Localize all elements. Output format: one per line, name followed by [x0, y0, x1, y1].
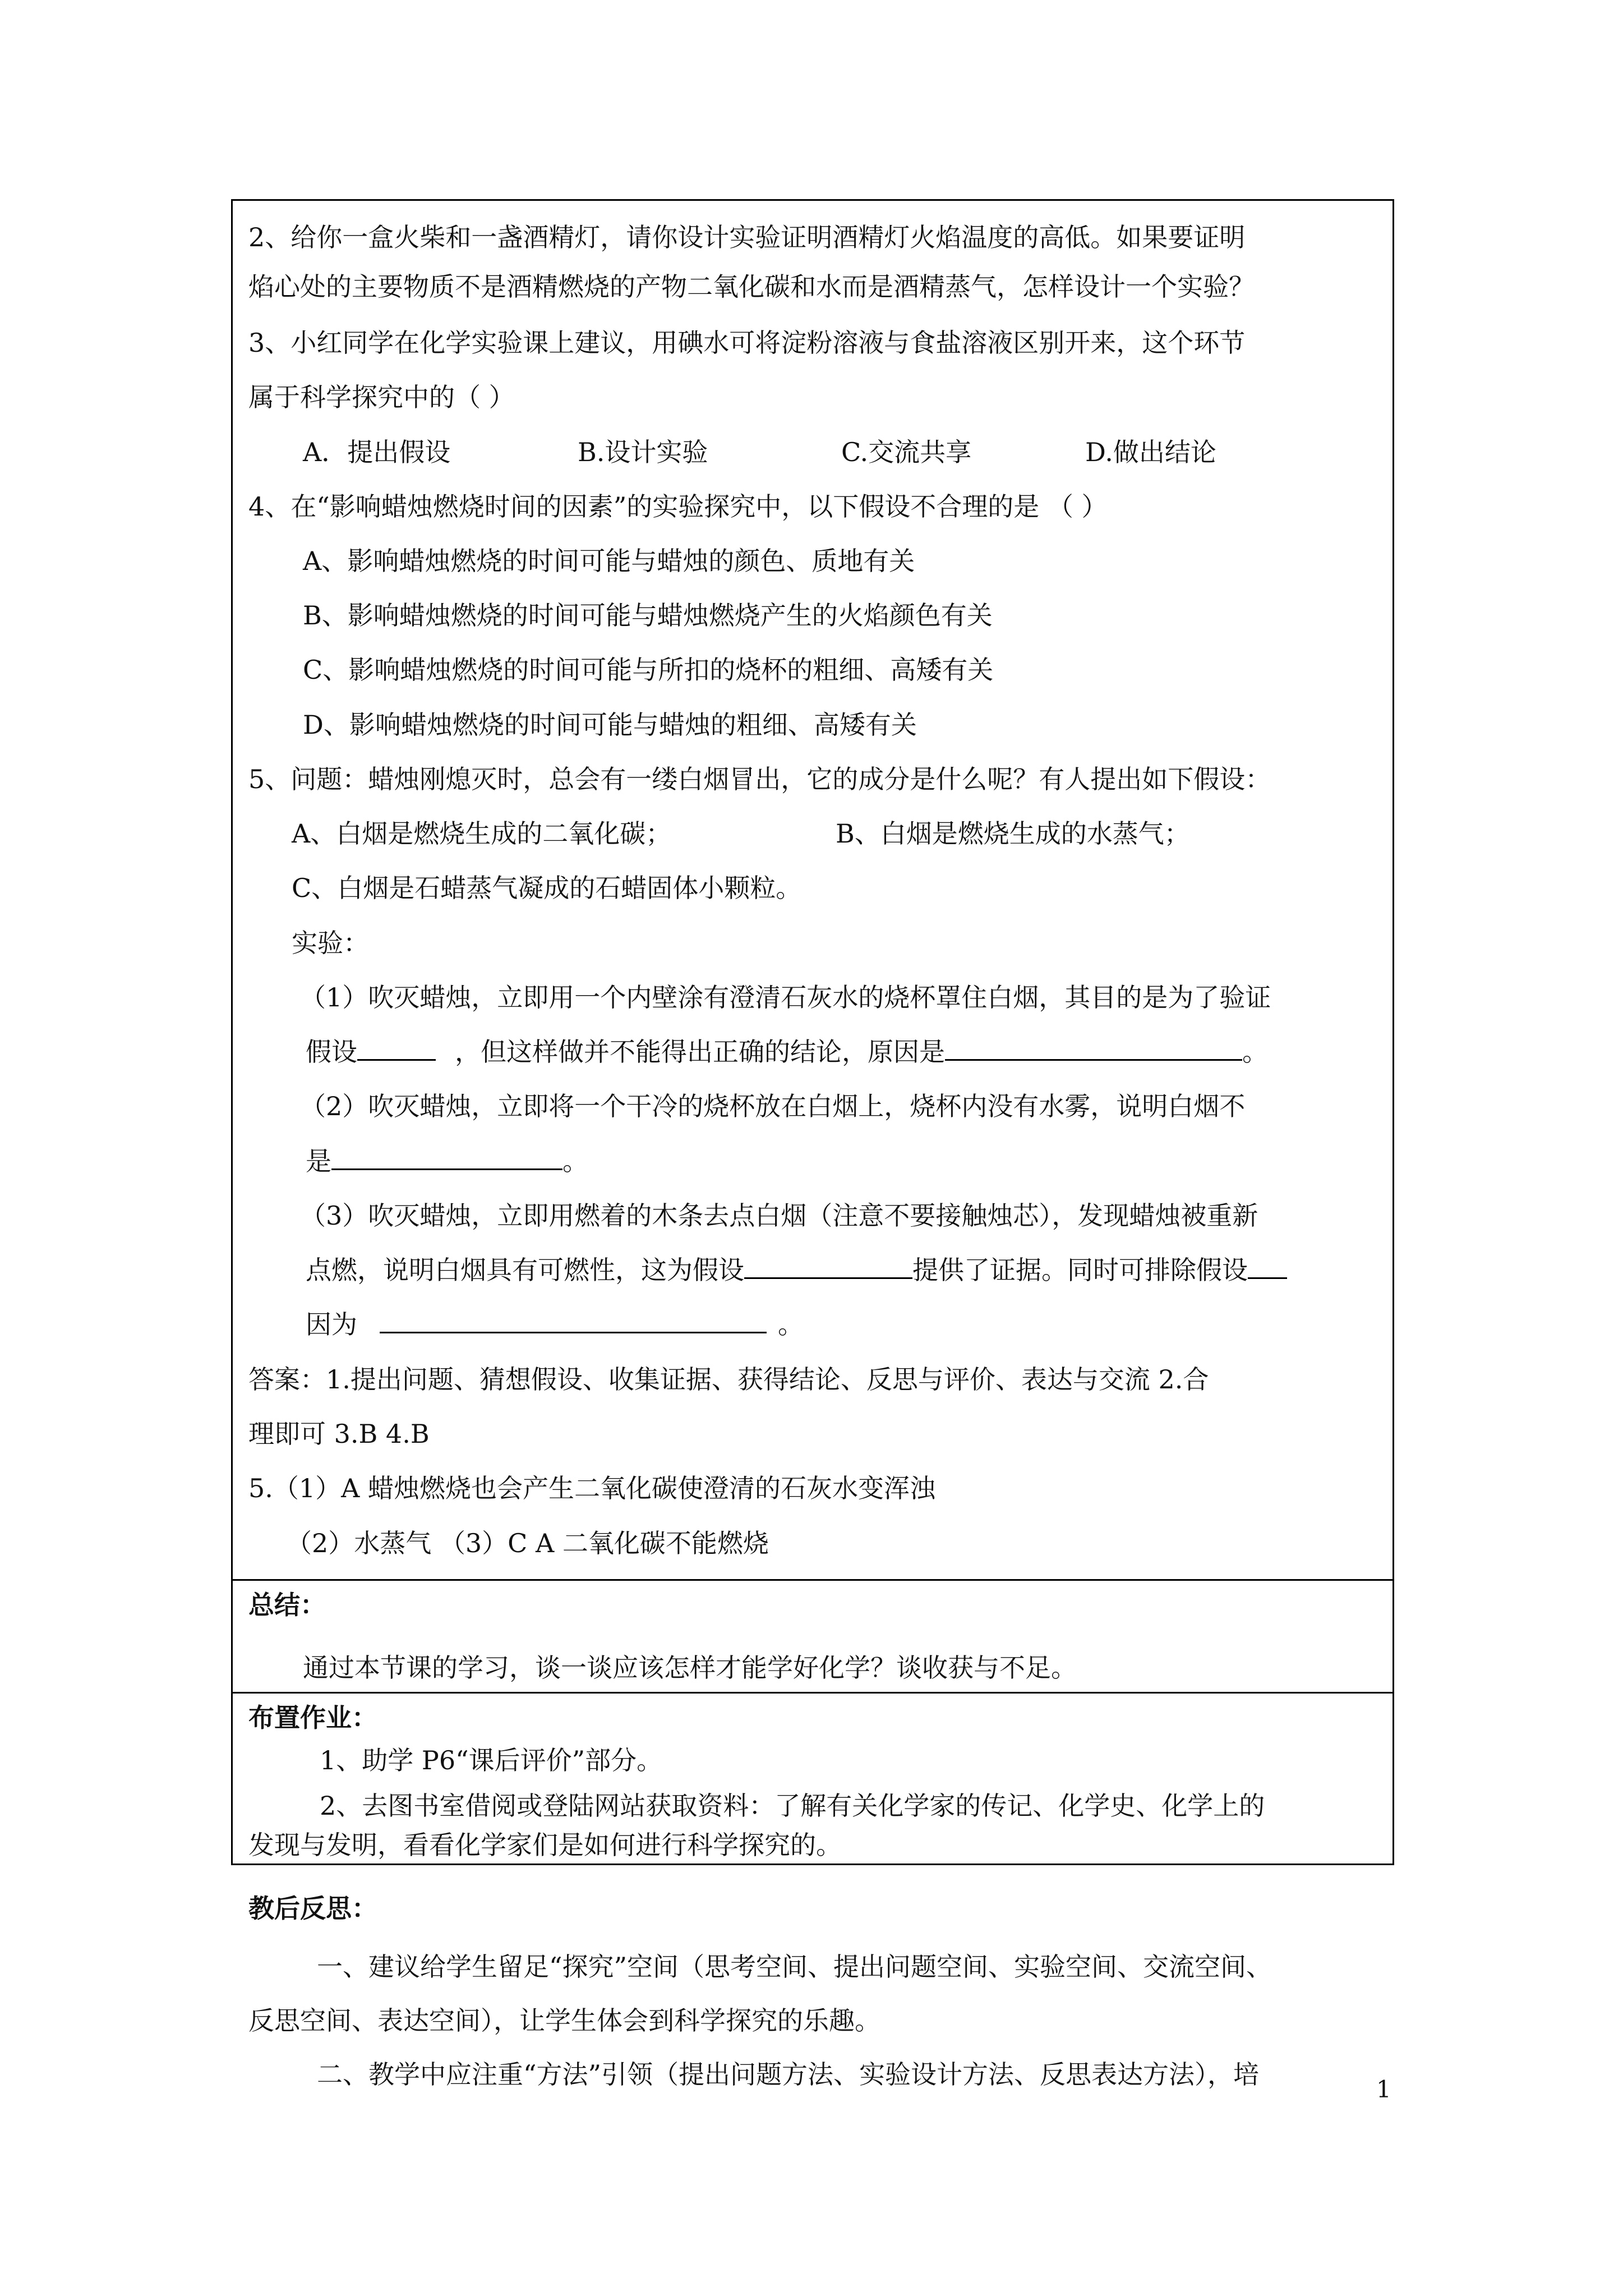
q5-exp3-prefix: 点燃，说明白烟具有可燃性，这为假设 — [306, 1255, 744, 1285]
q4-option-d: D、影响蜡烛燃烧的时间可能与蜡烛的粗细、高矮有关 — [303, 710, 917, 740]
q5-exp1-blank-reason[interactable] — [945, 1037, 1242, 1061]
row-divider-homework — [233, 1692, 1393, 1694]
q5-experiment-label: 实验： — [292, 928, 369, 958]
summary-text: 通过本节课的学习，谈一谈应该怎样才能学好化学？谈收获与不足。 — [303, 1653, 1077, 1683]
q5-exp2-line-1: （2）吹灭蜡烛，立即将一个干冷的烧杯放在白烟上，烧杯内没有水雾，说明白烟不 — [300, 1091, 1246, 1121]
q2-line-1: 2、给你一盒火柴和一盏酒精灯，请你设计实验证明酒精灯火焰温度的高低。如果要证明 — [248, 222, 1246, 252]
q5-exp2-prefix: 是 — [306, 1146, 331, 1176]
q5-exp3-because: 因为 — [306, 1309, 357, 1340]
q5-exp1-end: 。 — [1242, 1037, 1268, 1067]
q5-exp1-prefix: 假设 — [306, 1037, 357, 1067]
page-number: 1 — [1376, 2076, 1391, 2103]
answers-line-2: 理即可 3.B 4.B — [248, 1419, 430, 1449]
q3-option-b: B.设计实验 — [578, 437, 708, 467]
q5-hypothesis-a: A、白烟是燃烧生成的二氧化碳； — [292, 818, 672, 849]
q5-stem: 5、问题：蜡烛刚熄灭时，总会有一缕白烟冒出，它的成分是什么呢？有人提出如下假设： — [248, 764, 1271, 794]
q3-option-d: D.做出结论 — [1085, 437, 1216, 467]
answers-line-3: 5.（1）A 蜡烛燃烧也会产生二氧化碳使澄清的石灰水变浑浊 — [248, 1473, 935, 1503]
q5-exp3-blank-hypothesis[interactable] — [744, 1255, 912, 1279]
q5-exp1-line-2 — [306, 1035, 1268, 1069]
q4-option-a: A、影响蜡烛燃烧的时间可能与蜡烛的颜色、质地有关 — [303, 546, 915, 576]
q3-option-a: A．提出假设 — [303, 437, 451, 467]
q5-exp2-line-2 — [306, 1144, 588, 1178]
homework-item-2-cont: 发现与发明，看看化学家们是如何进行科学探究的。 — [248, 1830, 842, 1860]
q4-option-b: B、影响蜡烛燃烧的时间可能与蜡烛燃烧产生的火焰颜色有关 — [303, 600, 993, 631]
summary-title: 总结： — [248, 1590, 326, 1620]
q5-exp2-blank[interactable] — [331, 1146, 562, 1170]
q5-exp1-middle: ，但这样做并不能得出正确的结论，原因是 — [455, 1037, 945, 1067]
q5-exp1-blank-hypothesis[interactable] — [357, 1037, 436, 1061]
q5-exp3-line-1: （3）吹灭蜡烛，立即用燃着的木条去点白烟（注意不要接触烛芯），发现蜡烛被重新 — [300, 1200, 1258, 1231]
q5-exp1-line-1: （1）吹灭蜡烛，立即用一个内壁涂有澄清石灰水的烧杯罩住白烟，其目的是为了验证 — [300, 982, 1271, 1013]
q4-option-c: C、影响蜡烛燃烧的时间可能与所扣的烧杯的粗细、高矮有关 — [303, 655, 994, 685]
q2-line-2: 焰心处的主要物质不是酒精燃烧的产物二氧化碳和水而是酒精蒸气，怎样设计一个实验？ — [248, 272, 1255, 302]
q5-exp3-line-2 — [306, 1253, 1287, 1287]
q3-line-2: 属于科学探究中的（ ） — [248, 382, 515, 412]
q5-hypothesis-c: C、白烟是石蜡蒸气凝成的石蜡固体小颗粒。 — [292, 873, 802, 903]
q3-line-1: 3、小红同学在化学实验课上建议，用碘水可将淀粉溶液与食盐溶液区别开来，这个环节 — [248, 328, 1246, 358]
homework-item-2: 2、去图书室借阅或登陆网站获取资料：了解有关化学家的传记、化学史、化学上的 — [320, 1791, 1265, 1821]
q5-exp3-blank-exclude[interactable] — [1248, 1255, 1287, 1279]
q5-exp3-line-3 — [306, 1308, 804, 1341]
q5-hypothesis-b: B、白烟是燃烧生成的水蒸气； — [836, 818, 1190, 849]
reflection-line-3: 二、教学中应注重“方法”引领（提出问题方法、实验设计方法、反思表达方法），培 — [317, 2059, 1260, 2090]
q5-exp3-blank-reason[interactable] — [380, 1309, 767, 1333]
reflection-title: 教后反思： — [248, 1893, 377, 1924]
reflection-line-2: 反思空间、表达空间），让学生体会到科学探究的乐趣。 — [248, 2005, 880, 2036]
reflection-line-1: 一、建议给学生留足“探究”空间（思考空间、提出问题空间、实验空间、交流空间、 — [317, 1952, 1272, 1982]
homework-title: 布置作业： — [248, 1703, 377, 1733]
q5-exp3-middle: 提供了证据。同时可排除假设 — [912, 1255, 1248, 1285]
row-divider-summary — [233, 1579, 1393, 1581]
q3-option-c: C.交流共享 — [841, 437, 972, 467]
homework-item-1: 1、助学 P6“课后评价”部分。 — [320, 1745, 663, 1775]
answers-line-4: （2）水蒸气 （3）C A 二氧化碳不能燃烧 — [286, 1528, 769, 1558]
q4-stem: 4、在“影响蜡烛燃烧时间的因素”的实验探究中，以下假设不合理的是 （ ） — [248, 491, 1108, 522]
q5-exp3-end: 。 — [778, 1309, 804, 1340]
answers-line-1: 答案：1.提出问题、猜想假设、收集证据、获得结论、反思与评价、表达与交流 2.合 — [248, 1364, 1209, 1395]
q5-exp2-end: 。 — [562, 1146, 588, 1176]
